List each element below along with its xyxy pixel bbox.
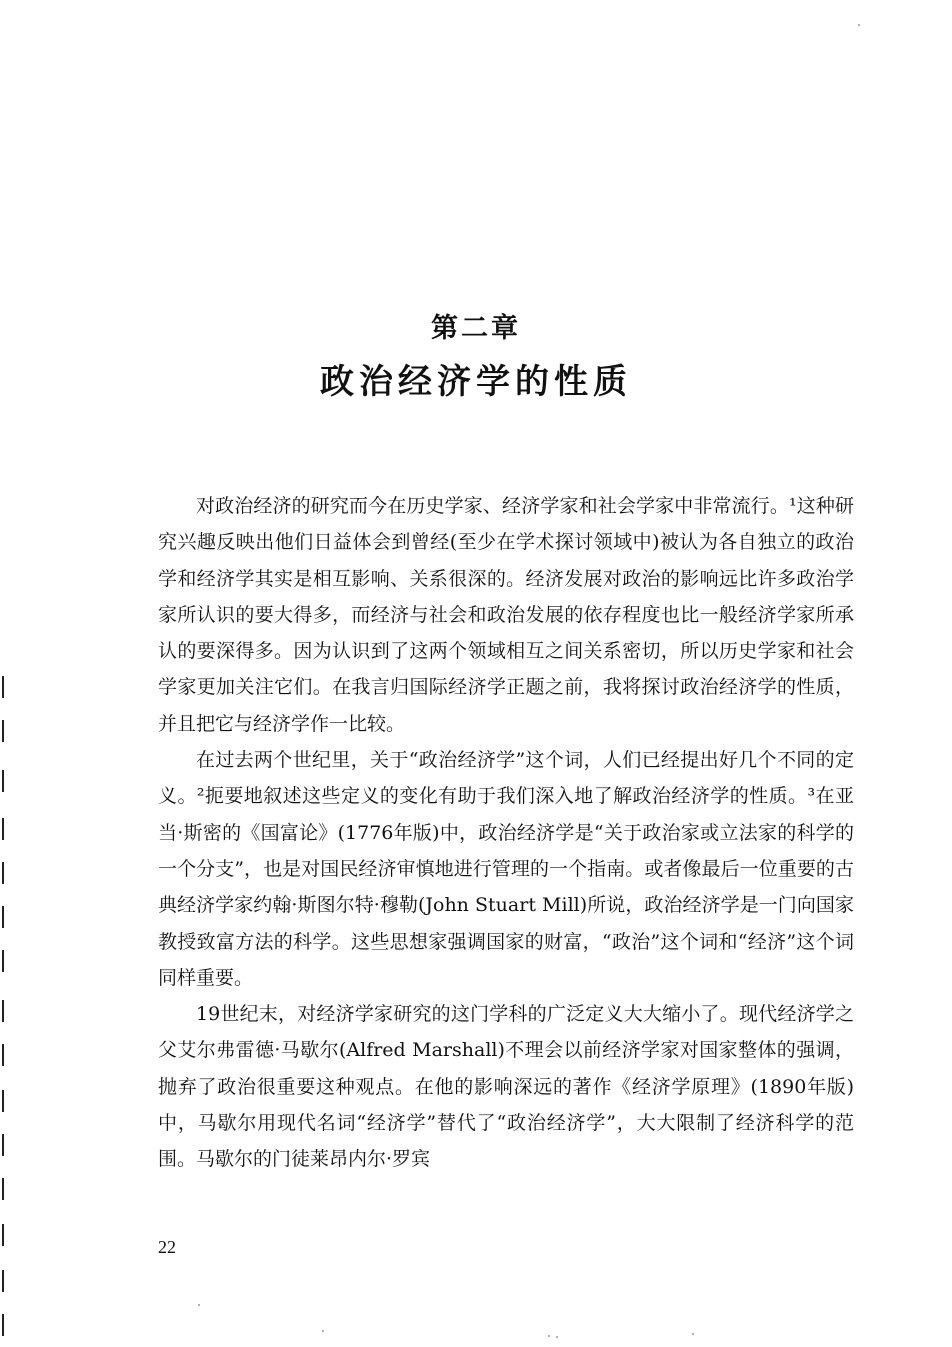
scan-margin-mark [2,770,4,792]
paragraph: 19世纪末，对经济学家研究的这门学科的广泛定义大大缩小了。现代经济学之父艾尔弗雷德·马歇尔(Alfred Marshall)不理会以前经济学家对国家整体的强调，抛弃了政治很重要这种观点。在他的影响深远的著作《经济学原理》(1890年版)中，马歇尔用现代名词“经济学”替代了“政治经济学”，大大限制了经济科学的范围。马歇尔的门徒莱昂内尔·罗宾 [158,1003,854,1171]
scan-speck [858,24,860,26]
scan-margin-mark [2,1224,4,1246]
scan-speck [548,1335,550,1337]
scan-margin-mark [2,862,4,884]
scan-margin-mark [2,1090,4,1112]
scan-margin-mark [2,1270,4,1292]
scan-margin-mark [2,906,4,928]
scan-speck [198,1304,200,1306]
scan-margin-mark [2,1044,4,1066]
paragraph: 对政治经济的研究而今在历史学家、经济学家和社会学家中非常流行。¹这种研究兴趣反映出他们日益体会到曾经(至少在学术探讨领域中)被认为各自独立的政治学和经济学其实是相互影响、关系很深的。经济发展对政治的影响远比许多政治学家所认识的要大得多，而经济与社会和政治发展的依存程度也比一般经济学家所承认的要深得多。因为认识到了这两个领域相互之间关系密切，所以历史学家和社会学家更加关注它们。在我言归国际经济学正题之前，我将探讨政治经济学的性质，并且把它与经济学作一比较。 [158,495,854,735]
scan-speck [556,1336,558,1338]
chapter-number: 第二章 [431,313,521,344]
scan-margin-mark [2,1134,4,1156]
scan-margin-mark [2,950,4,972]
scan-margin-mark [2,1314,4,1336]
page-number: 22 [158,1237,176,1257]
scan-margin-mark [2,720,4,742]
scan-speck [322,1330,324,1332]
scan-speck [692,1333,694,1335]
scan-margin-mark [2,1178,4,1200]
scan-margin-mark [2,818,4,840]
scan-margin-mark [2,676,4,698]
chapter-title: 政治经济学的性质 [320,362,632,402]
body-text [158,488,854,1178]
scan-margin-mark [2,1000,4,1022]
paragraph: 在过去两个世纪里，关于“政治经济学”这个词，人们已经提出好几个不同的定义。²扼要地叙述这些定义的变化有助于我们深入地了解政治经济学的性质。³在亚当·斯密的《国富论》(1776年版)中，政治经济学是“关于政治家或立法家的科学的一个分支”，也是对国民经济审慎地进行管理的一个指南。或者像最后一位重要的古典经济学家约翰·斯图尔特·穆勒(John Stuart Mill)所说，政治经济学是一门向国家教授致富方法的科学。这些思想家强调国家的财富，“政治”这个词和“经济”这个词同样重要。 [158,749,854,989]
